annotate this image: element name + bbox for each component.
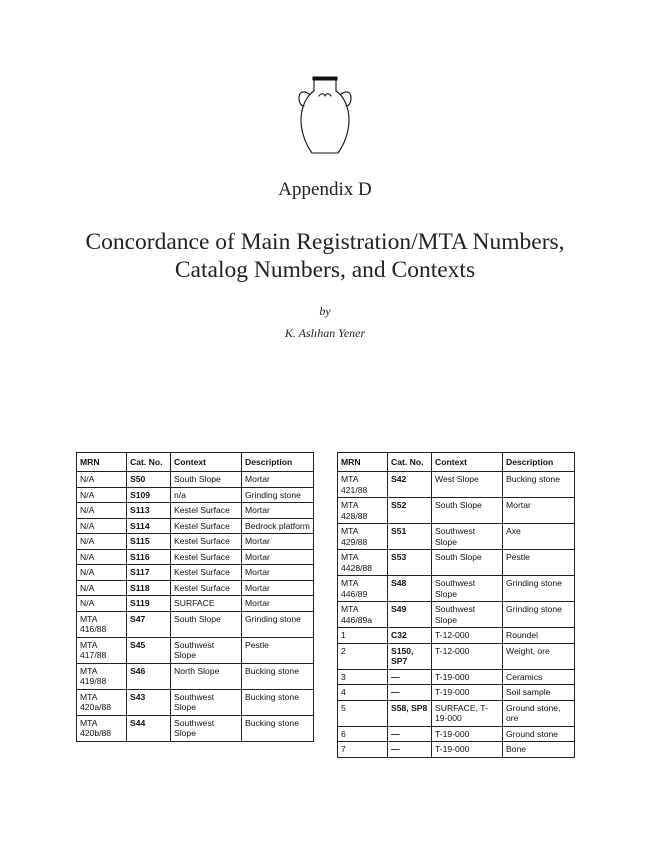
cell-mrn: N/A bbox=[77, 518, 127, 534]
cell-cat-no: S47 bbox=[127, 611, 171, 637]
cell-description: Bedrock platform bbox=[242, 518, 314, 534]
page-title bbox=[0, 228, 650, 284]
cell-mrn: MTA 4428/88 bbox=[338, 550, 388, 576]
table-row bbox=[77, 663, 314, 689]
title-line-2: Catalog Numbers, and Contexts bbox=[174, 257, 476, 283]
cell-mrn: MTA 419/88 bbox=[77, 663, 127, 689]
cell-context: North Slope bbox=[171, 663, 242, 689]
cell-description: Mortar bbox=[242, 580, 314, 596]
cell-context: T-19-000 bbox=[432, 669, 503, 685]
cell-description: Bone bbox=[503, 742, 575, 758]
table-row bbox=[338, 628, 575, 644]
cell-description: Ground stone, ore bbox=[503, 700, 575, 726]
table-header-row bbox=[338, 453, 575, 472]
table-row bbox=[338, 602, 575, 628]
cell-context: SURFACE bbox=[171, 596, 242, 612]
cell-mrn: MTA 420b/88 bbox=[77, 715, 127, 741]
cell-description: Roundel bbox=[503, 628, 575, 644]
author-name: K. Aslıhan Yener bbox=[284, 326, 366, 340]
cell-description: Bucking stone bbox=[242, 663, 314, 689]
cell-context: n/a bbox=[171, 487, 242, 503]
cell-cat-no: S46 bbox=[127, 663, 171, 689]
table-row bbox=[77, 715, 314, 741]
cell-mrn: N/A bbox=[77, 596, 127, 612]
table-row bbox=[338, 742, 575, 758]
cell-mrn: MTA 428/88 bbox=[338, 498, 388, 524]
cell-mrn: N/A bbox=[77, 472, 127, 488]
cell-mrn: 4 bbox=[338, 685, 388, 701]
table-row bbox=[77, 637, 314, 663]
header-cat-no: Cat. No. bbox=[127, 453, 171, 472]
appendix-label: Appendix D bbox=[278, 179, 372, 200]
cell-description: Ground stone bbox=[503, 726, 575, 742]
table-row bbox=[77, 503, 314, 519]
table-row bbox=[77, 580, 314, 596]
cell-cat-no: S42 bbox=[388, 472, 432, 498]
cell-cat-no: S51 bbox=[388, 524, 432, 550]
header-description: Description bbox=[503, 453, 575, 472]
cell-description: Ceramics bbox=[503, 669, 575, 685]
cell-cat-no: S50 bbox=[127, 472, 171, 488]
table-row bbox=[338, 685, 575, 701]
cell-mrn: MTA 446/89 bbox=[338, 576, 388, 602]
table-row bbox=[77, 518, 314, 534]
cell-cat-no: S53 bbox=[388, 550, 432, 576]
cell-context: Southwest Slope bbox=[171, 715, 242, 741]
cell-cat-no: S150, SP7 bbox=[388, 643, 432, 669]
cell-cat-no: — bbox=[388, 742, 432, 758]
cell-context: South Slope bbox=[432, 498, 503, 524]
cell-mrn: N/A bbox=[77, 549, 127, 565]
cell-description: Mortar bbox=[242, 549, 314, 565]
cell-mrn: 5 bbox=[338, 700, 388, 726]
table-row bbox=[338, 576, 575, 602]
cell-mrn: MTA 429/88 bbox=[338, 524, 388, 550]
cell-cat-no: S115 bbox=[127, 534, 171, 550]
cell-description: Pestle bbox=[242, 637, 314, 663]
cell-cat-no: S52 bbox=[388, 498, 432, 524]
table-row bbox=[77, 549, 314, 565]
cell-description: Bucking stone bbox=[503, 472, 575, 498]
cell-mrn: MTA 446/89a bbox=[338, 602, 388, 628]
table-row bbox=[338, 550, 575, 576]
cell-context: Kestel Surface bbox=[171, 518, 242, 534]
header-mrn: MRN bbox=[77, 453, 127, 472]
cell-context: South Slope bbox=[171, 472, 242, 488]
cell-context: SURFACE, T-19-000 bbox=[432, 700, 503, 726]
cell-context: Southwest Slope bbox=[432, 524, 503, 550]
table-row bbox=[77, 596, 314, 612]
cell-mrn: N/A bbox=[77, 565, 127, 581]
cell-cat-no: S44 bbox=[127, 715, 171, 741]
cell-description: Mortar bbox=[242, 596, 314, 612]
cell-description: Mortar bbox=[242, 472, 314, 488]
table-row bbox=[338, 472, 575, 498]
cell-description: Weight, ore bbox=[503, 643, 575, 669]
table-row bbox=[338, 726, 575, 742]
cell-mrn: 2 bbox=[338, 643, 388, 669]
cell-context: Southwest Slope bbox=[432, 576, 503, 602]
cell-description: Bucking stone bbox=[242, 715, 314, 741]
cell-context: South Slope bbox=[171, 611, 242, 637]
cell-mrn: 7 bbox=[338, 742, 388, 758]
cell-mrn: N/A bbox=[77, 534, 127, 550]
cell-description: Mortar bbox=[242, 565, 314, 581]
cell-cat-no: S116 bbox=[127, 549, 171, 565]
cell-cat-no: S45 bbox=[127, 637, 171, 663]
header-cat-no: Cat. No. bbox=[388, 453, 432, 472]
cell-cat-no: S109 bbox=[127, 487, 171, 503]
table-row bbox=[77, 487, 314, 503]
table-row bbox=[338, 669, 575, 685]
cell-context: Southwest Slope bbox=[432, 602, 503, 628]
concordance-table-left bbox=[76, 452, 314, 742]
cell-mrn: N/A bbox=[77, 580, 127, 596]
cell-context: Southwest Slope bbox=[171, 689, 242, 715]
cell-cat-no: S118 bbox=[127, 580, 171, 596]
cell-mrn: MTA 420a/88 bbox=[77, 689, 127, 715]
cell-context: T-12-000 bbox=[432, 628, 503, 644]
cell-mrn: N/A bbox=[77, 487, 127, 503]
header-description: Description bbox=[242, 453, 314, 472]
cell-cat-no: — bbox=[388, 726, 432, 742]
cell-context: Kestel Surface bbox=[171, 565, 242, 581]
table-row bbox=[338, 643, 575, 669]
cell-mrn: MTA 416/88 bbox=[77, 611, 127, 637]
table-row bbox=[77, 611, 314, 637]
cell-mrn: N/A bbox=[77, 503, 127, 519]
table-row bbox=[77, 534, 314, 550]
cell-context: West Slope bbox=[432, 472, 503, 498]
cell-cat-no: — bbox=[388, 669, 432, 685]
cell-mrn: MTA 417/88 bbox=[77, 637, 127, 663]
cell-cat-no: S113 bbox=[127, 503, 171, 519]
cell-description: Mortar bbox=[242, 503, 314, 519]
cell-context: T-19-000 bbox=[432, 726, 503, 742]
cell-description: Pestle bbox=[503, 550, 575, 576]
byline-by: by bbox=[319, 304, 331, 318]
cell-cat-no: S114 bbox=[127, 518, 171, 534]
cell-context: Kestel Surface bbox=[171, 503, 242, 519]
cell-cat-no: S48 bbox=[388, 576, 432, 602]
cell-context: Southwest Slope bbox=[171, 637, 242, 663]
vase-emblem-icon bbox=[293, 74, 357, 158]
cell-description: Mortar bbox=[503, 498, 575, 524]
cell-context: Kestel Surface bbox=[171, 549, 242, 565]
table-row bbox=[77, 689, 314, 715]
table-row bbox=[77, 565, 314, 581]
cell-context: T-12-000 bbox=[432, 643, 503, 669]
cell-description: Mortar bbox=[242, 534, 314, 550]
table-row bbox=[77, 472, 314, 488]
cell-cat-no: — bbox=[388, 685, 432, 701]
cell-cat-no: S58, SP8 bbox=[388, 700, 432, 726]
cell-description: Soil sample bbox=[503, 685, 575, 701]
cell-mrn: 6 bbox=[338, 726, 388, 742]
cell-cat-no: S117 bbox=[127, 565, 171, 581]
cell-description: Grinding stone bbox=[242, 611, 314, 637]
cell-context: Kestel Surface bbox=[171, 580, 242, 596]
cell-mrn: MTA 421/88 bbox=[338, 472, 388, 498]
cell-context: T-19-000 bbox=[432, 742, 503, 758]
cell-description: Grinding stone bbox=[503, 602, 575, 628]
cell-cat-no: S49 bbox=[388, 602, 432, 628]
title-line-1: Concordance of Main Registration/MTA Numbers, bbox=[85, 229, 565, 255]
cell-cat-no: S43 bbox=[127, 689, 171, 715]
cell-mrn: 3 bbox=[338, 669, 388, 685]
header-mrn: MRN bbox=[338, 453, 388, 472]
cell-context: T-19-000 bbox=[432, 685, 503, 701]
concordance-table-right bbox=[337, 452, 575, 758]
cell-description: Axe bbox=[503, 524, 575, 550]
table-row bbox=[338, 498, 575, 524]
cell-description: Grinding stone bbox=[503, 576, 575, 602]
table-row bbox=[338, 700, 575, 726]
cell-cat-no: C32 bbox=[388, 628, 432, 644]
cell-context: Kestel Surface bbox=[171, 534, 242, 550]
cell-mrn: 1 bbox=[338, 628, 388, 644]
header-context: Context bbox=[432, 453, 503, 472]
cell-context: South Slope bbox=[432, 550, 503, 576]
table-row bbox=[338, 524, 575, 550]
cell-description: Grinding stone bbox=[242, 487, 314, 503]
header-context: Context bbox=[171, 453, 242, 472]
table-header-row bbox=[77, 453, 314, 472]
cell-cat-no: S119 bbox=[127, 596, 171, 612]
cell-description: Bucking stone bbox=[242, 689, 314, 715]
